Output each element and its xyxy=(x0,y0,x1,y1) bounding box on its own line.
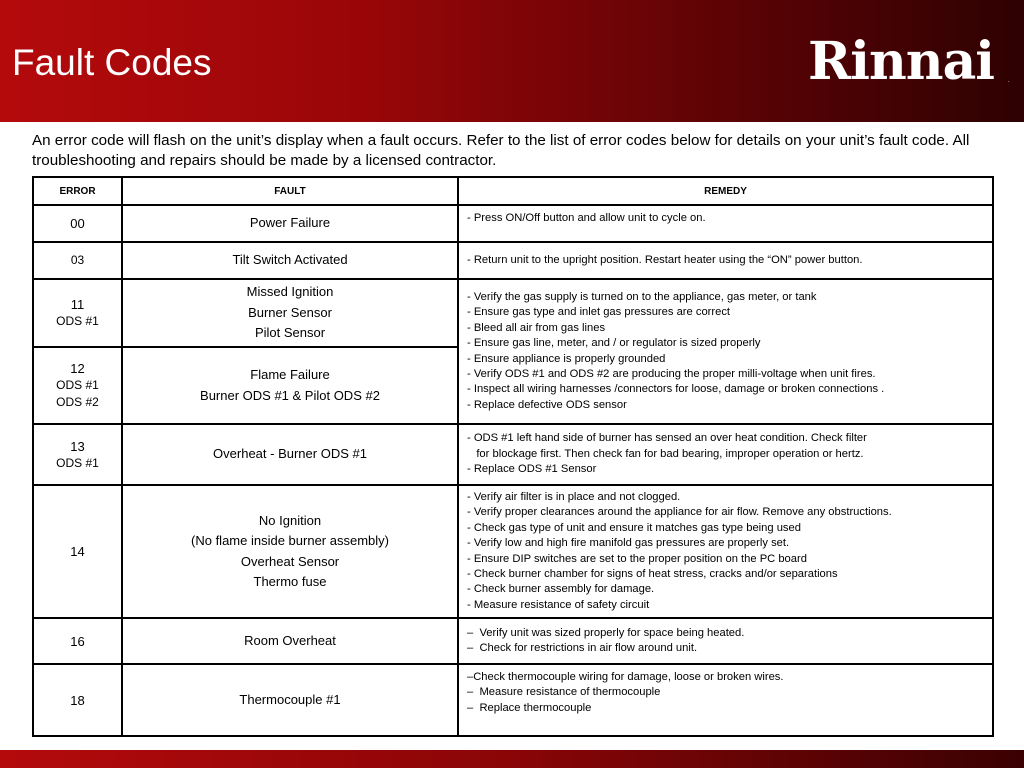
table-row xyxy=(33,424,993,485)
fault-line: Tilt Switch Activated xyxy=(232,252,348,268)
page-title: Fault Codes xyxy=(12,42,212,83)
remedy-cell xyxy=(458,618,993,664)
table-row xyxy=(33,618,993,664)
error-code: 18 xyxy=(70,692,85,708)
fault-cell xyxy=(122,664,458,736)
intro-text: An error code will flash on the unit’s display when a fault occurs. Refer to the list of error codes below for details on your unit’s fault code. All troubleshooting and repairs should be made by a licensed contractor. xyxy=(32,132,970,169)
fault-line: Burner ODS #1 & Pilot ODS #2 xyxy=(200,387,380,403)
error-code: 00 xyxy=(70,216,85,231)
fault-cell xyxy=(122,485,458,618)
remedy-line: - Replace ODS #1 Sensor xyxy=(467,463,597,476)
error-code-cell xyxy=(33,664,122,736)
remedy-line: - Check burner assembly for damage. xyxy=(467,583,655,596)
fault-line: Flame Failure xyxy=(250,367,330,382)
remedy-line: - Verify ODS #1 and ODS #2 are producing the proper milli-voltage when unit fires. xyxy=(467,367,876,380)
fault-codes-table xyxy=(32,176,994,737)
fault-line: Burner Sensor xyxy=(248,304,332,320)
remedy-line: –Check thermocouple wiring for damage, loose or broken wires. xyxy=(467,671,784,683)
remedy-line: – Verify unit was sized properly for space being heated. xyxy=(467,626,745,639)
error-code: 03 xyxy=(70,253,85,267)
error-sub: ODS #2 xyxy=(56,395,99,409)
remedy-line: - Verify the gas supply is turned on to the appliance, gas meter, or tank xyxy=(467,290,817,303)
table-row xyxy=(33,279,993,347)
table-row xyxy=(33,664,993,736)
remedy-line: - Verify low and high fire manifold gas pressures are properly set. xyxy=(467,537,790,550)
remedy-line: – Check for restrictions in air flow around unit. xyxy=(467,642,698,654)
table-row xyxy=(33,242,993,279)
fault-line: (No flame inside burner assembly) xyxy=(191,533,389,548)
error-code: 16 xyxy=(70,633,85,649)
remedy-line: - Press ON/Off button and allow unit to cycle on. xyxy=(467,212,706,224)
error-code-cell xyxy=(33,347,122,424)
remedy-line: - Replace defective ODS sensor xyxy=(467,398,627,411)
fault-line: Thermocouple #1 xyxy=(239,691,341,707)
remedy-line: – Measure resistance of thermocouple xyxy=(467,686,661,699)
fault-cell xyxy=(122,279,458,347)
remedy-line: - Measure resistance of safety circuit xyxy=(467,598,650,611)
error-code: 13 xyxy=(70,438,85,454)
remedy-cell xyxy=(458,424,993,485)
remedy-cell xyxy=(458,242,993,279)
remedy-cell xyxy=(458,205,993,242)
footer-bar xyxy=(0,750,1024,768)
remedy-cell xyxy=(458,485,993,618)
error-code-cell xyxy=(33,205,122,242)
remedy-line: - Check burner chamber for signs of heat stress, cracks and/or separations xyxy=(467,567,838,580)
error-code-cell xyxy=(33,242,122,279)
remedy-line: – Replace thermocouple xyxy=(467,701,592,714)
error-code-cell xyxy=(33,618,122,664)
header-banner xyxy=(0,0,1024,122)
table-row xyxy=(33,205,993,242)
remedy-line: - Ensure appliance is properly grounded xyxy=(467,352,666,365)
error-sub: ODS #1 xyxy=(56,314,99,328)
remedy-cell xyxy=(458,664,993,736)
fault-line: Pilot Sensor xyxy=(254,325,326,341)
remedy-line: - Check gas type of unit and ensure it matches gas type being used xyxy=(467,521,801,534)
remedy-line: - Bleed all air from gas lines xyxy=(467,321,606,334)
table-row xyxy=(33,485,993,618)
header-error: ERROR xyxy=(33,177,122,205)
error-code-cell xyxy=(33,279,122,347)
fault-line: Thermo fuse xyxy=(253,574,327,589)
error-code: 14 xyxy=(70,544,85,559)
fault-cell xyxy=(122,618,458,664)
remedy-line: - Verify air filter is in place and not clogged. xyxy=(467,490,681,503)
remedy-line: - ODS #1 left hand side of burner has sensed an over heat condition. Check filter xyxy=(467,432,867,445)
error-code: 11 xyxy=(70,297,85,312)
table-header-row xyxy=(33,177,993,205)
fault-line: No Ignition xyxy=(258,512,322,528)
remedy-line: - Ensure gas type and inlet gas pressures are correct xyxy=(467,306,731,319)
fault-cell xyxy=(122,424,458,485)
fault-cell xyxy=(122,242,458,279)
error-code-cell xyxy=(33,424,122,485)
remedy-cell-shared xyxy=(458,279,993,424)
error-code: 12 xyxy=(70,361,85,376)
fault-line: Overheat Sensor xyxy=(240,553,340,569)
error-sub: ODS #1 xyxy=(56,455,99,470)
logo-trademark: . xyxy=(1008,78,1010,84)
remedy-line: - Ensure DIP switches are set to the proper position on the PC board xyxy=(467,552,807,565)
fault-line: Missed Ignition xyxy=(246,284,334,300)
remedy-line: - Return unit to the upright position. Restart heater using the “ON” power button. xyxy=(467,253,863,266)
remedy-line: - Inspect all wiring harnesses /connectors for loose, damage or broken connections . xyxy=(467,383,885,396)
fault-cell xyxy=(122,205,458,242)
header-remedy: REMEDY xyxy=(458,177,993,205)
rinnai-logo: Rinnai xyxy=(808,31,995,92)
error-sub: ODS #1 xyxy=(56,378,99,392)
fault-line: Room Overheat xyxy=(244,632,336,648)
remedy-line: - Ensure gas line, meter, and / or regulator is sized properly xyxy=(467,337,761,350)
fault-cell xyxy=(122,347,458,424)
remedy-line: - Verify proper clearances around the appliance for air flow. Remove any obstructions. xyxy=(467,506,892,519)
error-code-cell xyxy=(33,485,122,618)
remedy-line: for blockage first. Then check fan for bad bearing, improper operation or hertz. xyxy=(467,447,864,460)
fault-line: Power Failure xyxy=(249,215,331,231)
header-fault: FAULT xyxy=(122,177,458,205)
fault-line: Overheat - Burner ODS #1 xyxy=(213,446,367,462)
